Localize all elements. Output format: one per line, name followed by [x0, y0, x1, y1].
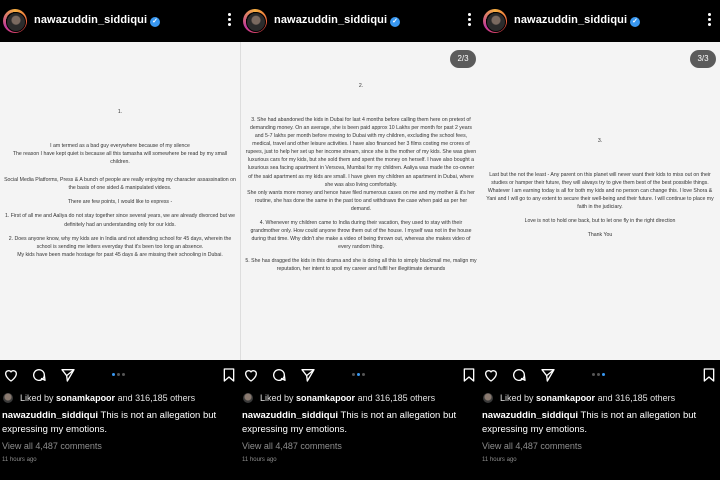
- post-image[interactable]: [480, 42, 720, 360]
- bookmark-icon[interactable]: [701, 367, 717, 383]
- timestamp: 11 hours ago: [242, 457, 277, 463]
- heart-icon[interactable]: [483, 367, 499, 383]
- caption: nawazuddin_siddiqui This is not an allegation but expressing my emotions.: [2, 410, 217, 435]
- liker-avatar[interactable]: [482, 392, 494, 404]
- post-panel-3: [480, 0, 720, 480]
- liker-name[interactable]: sonamkapoor: [296, 393, 356, 403]
- liker-avatar[interactable]: [2, 392, 14, 404]
- more-options-icon[interactable]: [222, 12, 236, 28]
- view-all-comments-link[interactable]: View all 4,487 comments: [242, 441, 342, 451]
- likes-row: Liked by sonamkapoor and 316,185 others: [0, 392, 240, 406]
- carousel-dots: [352, 373, 370, 377]
- slide-paragraph: Social Media Platforms, Press & A bunch of people are really enjoying my character assassination on the basis of one sided & manipulated videos.: [4, 177, 236, 192]
- slide-paragraph: Thank You: [587, 232, 613, 239]
- timestamp: 11 hours ago: [482, 457, 517, 463]
- avatar[interactable]: [3, 9, 27, 33]
- heart-icon[interactable]: [3, 367, 19, 383]
- slide-paragraph: 1. First of all me and Aaliya do not stay together since several years, we are already divorced but we definitely had an understanding only for our kids.: [4, 213, 236, 228]
- username[interactable]: nawazuddin_siddiqui ✓: [514, 14, 640, 27]
- slide-number: 3.: [597, 138, 603, 144]
- username[interactable]: nawazuddin_siddiqui ✓: [274, 14, 400, 27]
- slide-text: [0, 108, 240, 265]
- slide-paragraph: Last but the not the least - Any parent on this planet will never want their kids to miss out on their studies or hamper their future, they will always try to give them best of the best possible things. Whatever I am earning today is all for both my kids and no person can change this. I love Shora & Yani and I will go to any extent to secure their well-being and their future. I will continue to place my faith in the judiciary.: [486, 172, 714, 211]
- others-count[interactable]: and 316,185 others: [117, 393, 196, 403]
- view-all-comments-link[interactable]: View all 4,487 comments: [482, 441, 582, 451]
- action-bar: [240, 360, 480, 390]
- view-all-comments-link[interactable]: View all 4,487 comments: [2, 441, 102, 451]
- share-icon[interactable]: [60, 367, 76, 383]
- post-panel-2: [240, 0, 480, 480]
- post-image[interactable]: [0, 42, 240, 360]
- slide-paragraph: There are few points, I would like to express -: [67, 199, 173, 206]
- action-bar: [480, 360, 720, 390]
- post-header: [0, 0, 240, 42]
- share-icon[interactable]: [540, 367, 556, 383]
- action-bar: [0, 360, 240, 390]
- others-count[interactable]: and 316,185 others: [357, 393, 436, 403]
- carousel-dots: [112, 373, 130, 377]
- avatar[interactable]: [483, 9, 507, 33]
- timestamp: 11 hours ago: [2, 457, 37, 463]
- post-header: [240, 0, 480, 42]
- slide-paragraph: 4. Whenever my children came to India during their vacation, they used to stay with their grandmother only. How could anyone throw them out of the house. I myself was not in the house during that time. Why didn't she make a video of being thrown out, whereas she makes video of every random thing.: [250, 219, 472, 250]
- verified-badge-icon: ✓: [390, 17, 400, 27]
- bookmark-icon[interactable]: [461, 367, 477, 383]
- post-image[interactable]: [240, 42, 480, 360]
- caption-username[interactable]: nawazuddin_siddiqui: [2, 410, 99, 421]
- username[interactable]: nawazuddin_siddiqui ✓: [34, 14, 160, 27]
- caption-username[interactable]: nawazuddin_siddiqui: [482, 410, 579, 421]
- liker-name[interactable]: sonamkapoor: [536, 393, 596, 403]
- bookmark-icon[interactable]: [221, 367, 237, 383]
- caption: nawazuddin_siddiqui This is not an allegation but expressing my emotions.: [482, 410, 697, 435]
- post-header: [480, 0, 720, 42]
- slide-paragraph: I am termed as a bad guy everywhere because of my silence The reason I have kept quiet is because all this tamasha will somewhere be read by my small children.: [12, 143, 228, 166]
- comment-icon[interactable]: [31, 367, 47, 383]
- avatar[interactable]: [243, 9, 267, 33]
- carousel-dots: [592, 373, 610, 377]
- post-panel-1: [0, 0, 240, 480]
- others-count[interactable]: and 316,185 others: [597, 393, 676, 403]
- slide-text: [241, 82, 480, 279]
- slide-counter: 2/3: [450, 50, 476, 68]
- likes-row: Liked by sonamkapoor and 316,185 others: [480, 392, 720, 406]
- heart-icon[interactable]: [243, 367, 259, 383]
- caption: nawazuddin_siddiqui This is not an allegation but expressing my emotions.: [242, 410, 457, 435]
- comment-icon[interactable]: [511, 367, 527, 383]
- slide-paragraph: 3. She had abandoned the kids in Dubai for last 4 months before calling them here on pretext of demanding money. On an average, she is been paid approx 10 Lakhs per month for past 2 years and 5-7 lakhs per month before moving to Dubai with my children, excluding the school fees, medical, travel and other leisure activities. I have also financed her 3 films costing me crores of rupees, just to help her set up her income stream, since she is the mother of my kids. She was given luxurious cars for my kids, but she sold them and spent the money on herself. I have also bought a luxurious sea facing apartment in Versova, Mumbai for my children. Aaliya was made the co-owner of the said apartment as my kids are small. I have given my children an apartment in Dubai, where she was also living comfortably. She only wants more money and hence have filed numerous cases on me and my mother & it's her routine, she has done the same in the past too and withdraws the case when paid as per her demand.: [245, 117, 477, 212]
- verified-badge-icon: ✓: [150, 17, 160, 27]
- slide-paragraph: 2. Does anyone know, why my kids are in India and not attending school for 45 days, wherein the school is sending me letters everyday that it's been too long an absence. My kids have been made hostage for past 45 days & are missing their schooling in Dubai.: [8, 235, 232, 258]
- liker-name[interactable]: sonamkapoor: [56, 393, 116, 403]
- slide-counter: 3/3: [690, 50, 716, 68]
- comment-icon[interactable]: [271, 367, 287, 383]
- liker-avatar[interactable]: [242, 392, 254, 404]
- verified-badge-icon: ✓: [630, 17, 640, 27]
- likes-row: Liked by sonamkapoor and 316,185 others: [240, 392, 480, 406]
- slide-number: 2.: [358, 83, 364, 89]
- caption-username[interactable]: nawazuddin_siddiqui: [242, 410, 339, 421]
- slide-paragraph: Love is not to hold one back, but to let one fly in the right direction: [524, 218, 676, 225]
- more-options-icon[interactable]: [462, 12, 476, 28]
- slide-number: 1.: [117, 109, 123, 115]
- share-icon[interactable]: [300, 367, 316, 383]
- slide-text: [480, 137, 720, 246]
- slide-paragraph: 5. She has dragged the kids in this drama and she is doing all this to simply blackmail me, malign my reputation, her intent to spoil my career and fulfil her illegitimate demands: [245, 258, 477, 273]
- more-options-icon[interactable]: [702, 12, 716, 28]
